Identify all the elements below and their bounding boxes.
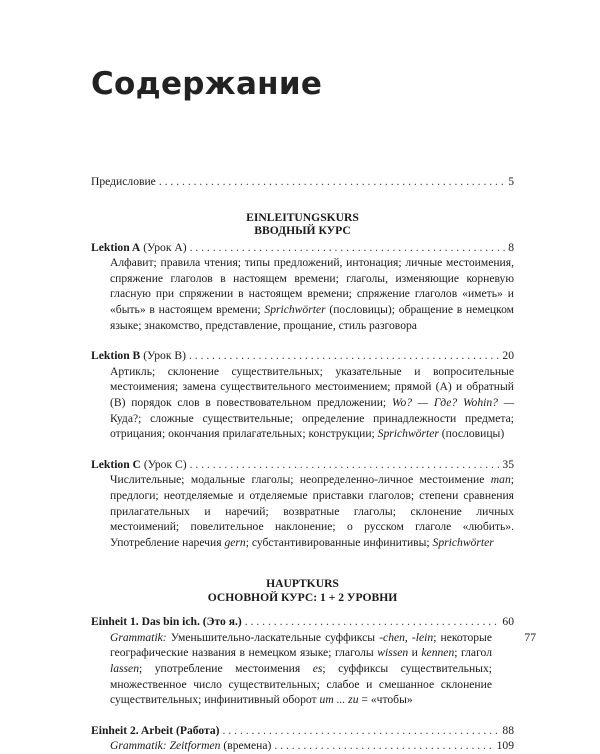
lesson-description bbox=[91, 472, 514, 550]
grammar-label: Grammatik: bbox=[110, 630, 167, 644]
leader-dots bbox=[274, 738, 493, 754]
desc-italic: Sprichwörter bbox=[264, 302, 326, 316]
section-heading-intro-ru: ВВОДНЫЙ КУРС bbox=[254, 224, 351, 238]
lesson-subtitle: (Урок B) bbox=[140, 349, 186, 363]
toc-page-number: 109 bbox=[496, 739, 514, 753]
lesson-description bbox=[91, 255, 514, 333]
desc-text: = «чтобы» bbox=[358, 693, 413, 707]
desc-italic: es bbox=[312, 662, 323, 676]
desc-text: Уменьшительно-ласкательные суффиксы bbox=[166, 630, 380, 644]
table-of-contents bbox=[91, 174, 536, 754]
lesson-description bbox=[91, 364, 514, 442]
desc-italic: Zeitformen bbox=[166, 739, 221, 753]
toc-entry-lektion-c[interactable] bbox=[91, 457, 514, 473]
leader-dots bbox=[245, 614, 500, 630]
unit-name: Einheit 1. Das bin ich. (Это я.) bbox=[91, 615, 242, 629]
desc-text: и bbox=[408, 646, 422, 660]
grammar-page-number: 77 bbox=[524, 630, 536, 644]
desc-italic: man bbox=[490, 473, 511, 487]
desc-italic: Wo? — Где? Wohin? — bbox=[391, 395, 514, 409]
desc-text: (времена) bbox=[220, 739, 272, 753]
leader-dots bbox=[190, 240, 506, 256]
page-title: Содержание bbox=[91, 66, 323, 102]
section-heading-main-ru: ОСНОВНОЙ КУРС: 1 + 2 УРОВНИ bbox=[207, 590, 398, 604]
toc-entry-einheit-2[interactable] bbox=[91, 723, 514, 739]
lesson-name: Lektion B bbox=[91, 349, 141, 363]
desc-italic: gern bbox=[224, 535, 246, 549]
lesson-subtitle: (Урок C) bbox=[140, 457, 187, 471]
unit-name: Einheit 2. Arbeit (Работа) bbox=[91, 723, 220, 737]
leader-dots bbox=[159, 174, 505, 190]
toc-page-number: 5 bbox=[508, 175, 514, 188]
desc-italic: -chen, -lein bbox=[379, 630, 434, 644]
toc-entry-einheit-1[interactable] bbox=[91, 614, 514, 630]
desc-text: Алфавит; правила чтения; типы предложений, интонация; личные местоимения, спряжение глаголов в настоящем времени; глаголы, изменяющие корневую гласную при спряжении в настоящем времени; спряжение глаголов «иметь» и «быть» в настоящем времени; bbox=[110, 256, 514, 316]
toc-entry-lektion-b[interactable] bbox=[91, 348, 514, 364]
desc-text: Артикль; склонение существительных; указательные и вопросительные местоимения; замена существительного местоимением; прямой (A) и обратный (B) порядок слов в повествовательном предложении; bbox=[110, 364, 514, 409]
desc-text: ; субстантивированные инфинитивы; bbox=[245, 535, 433, 549]
desc-text: Числительные; модальные глаголы; неопределенно-личное местоимение bbox=[110, 473, 491, 487]
desc-text: (пословицы) bbox=[438, 427, 505, 441]
toc-page-number: 20 bbox=[502, 349, 514, 363]
desc-text: ; суффиксы существительных; множественное число существительных; слабое и смешанное склонение существительных; инфинитивный оборот bbox=[110, 662, 492, 707]
lesson-name: Lektion C bbox=[91, 457, 141, 471]
toc-page-number: 35 bbox=[502, 457, 514, 471]
section-heading-intro-de: EINLEITUNGSKURS bbox=[246, 210, 359, 224]
toc-page-number: 8 bbox=[508, 240, 514, 254]
toc-page-number: 88 bbox=[502, 723, 514, 737]
desc-italic: Sprichwörter bbox=[377, 427, 439, 441]
lesson-subtitle: (Урок А) bbox=[140, 240, 187, 254]
toc-entry-einheit-2-grammar[interactable] bbox=[91, 738, 514, 754]
desc-text: ; глагол bbox=[454, 646, 492, 660]
desc-text: ; предлоги; неотделяемые и отделяемые приставки глаголов; степени сравнения прилагательных и наречий; возвратные глаголы; склонение личных местоимений; повелительное наклонение; о русском глаголе «любить». Употребление наречия bbox=[110, 473, 514, 549]
desc-text: Куда?; сложные существительные; определение принадлежности предмета; отрицания; окончания прилагательных; конструкции; bbox=[110, 411, 514, 441]
desc-italic: wissen bbox=[377, 646, 409, 660]
desc-italic: um ... zu bbox=[319, 693, 359, 707]
toc-entry-preface[interactable] bbox=[91, 174, 514, 190]
toc-page-number: 60 bbox=[502, 615, 514, 629]
lesson-name: Lektion A bbox=[91, 240, 141, 254]
toc-entry-lektion-a[interactable] bbox=[91, 240, 514, 256]
grammar-label: Grammatik: bbox=[110, 739, 167, 753]
leader-dots bbox=[189, 348, 499, 364]
desc-text: (пословицы); обращение в немецком языке; знакомство, представление, прощание, стиль разговора bbox=[110, 302, 515, 332]
leader-dots bbox=[190, 457, 500, 473]
desc-text: ; некоторые географические названия в немецком языке; глаголы bbox=[110, 630, 492, 660]
desc-italic: kennen bbox=[421, 646, 455, 660]
leader-dots bbox=[223, 723, 500, 739]
desc-italic: lassen bbox=[110, 662, 139, 676]
unit-description bbox=[91, 630, 536, 708]
desc-text: ; употребление местоимения bbox=[138, 662, 313, 676]
toc-label: Предисловие bbox=[91, 175, 156, 188]
section-heading-main-de: HAUPTKURS bbox=[266, 577, 339, 591]
desc-italic: Sprichwörter bbox=[432, 535, 494, 549]
